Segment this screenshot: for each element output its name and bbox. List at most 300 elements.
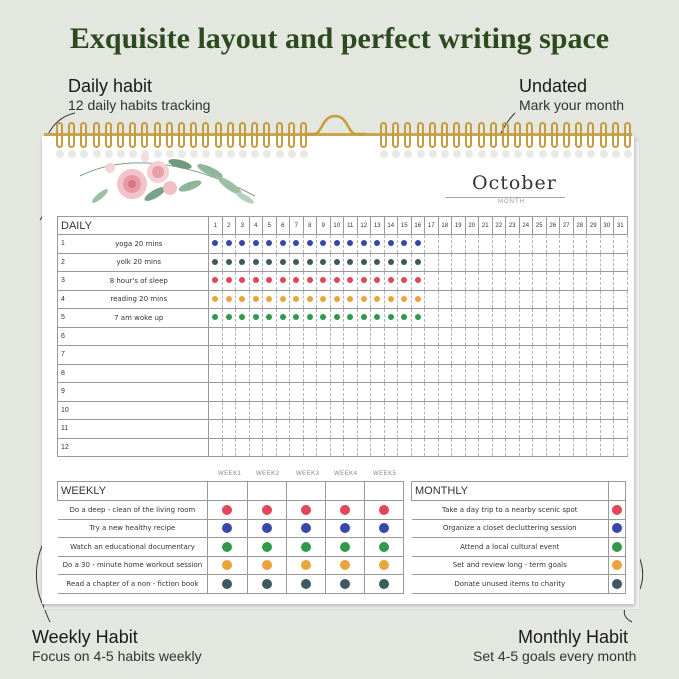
day-cell[interactable] <box>263 438 277 457</box>
monthly-goal-label[interactable]: Attend a local cultural event <box>412 538 609 557</box>
day-cell[interactable] <box>614 364 628 383</box>
day-cell[interactable] <box>411 364 425 383</box>
goal-cell[interactable] <box>609 556 626 575</box>
day-cell[interactable] <box>398 420 412 439</box>
day-cell[interactable] <box>222 364 236 383</box>
day-cell[interactable] <box>384 364 398 383</box>
habit-label[interactable]: reading 20 mins <box>70 290 209 309</box>
day-cell[interactable] <box>492 420 506 439</box>
day-cell[interactable] <box>209 346 223 365</box>
day-cell[interactable] <box>587 420 601 439</box>
day-cell[interactable] <box>587 253 601 272</box>
day-cell[interactable] <box>492 346 506 365</box>
day-cell[interactable] <box>330 290 344 309</box>
day-cell[interactable] <box>249 420 263 439</box>
day-cell[interactable] <box>371 290 385 309</box>
week-cell[interactable] <box>286 538 325 557</box>
week-cell[interactable] <box>286 501 325 520</box>
day-cell[interactable] <box>384 272 398 291</box>
day-cell[interactable] <box>290 272 304 291</box>
day-cell[interactable] <box>411 272 425 291</box>
week-cell[interactable] <box>364 538 403 557</box>
day-cell[interactable] <box>398 327 412 346</box>
day-cell[interactable] <box>236 420 250 439</box>
day-cell[interactable] <box>492 438 506 457</box>
day-cell[interactable] <box>371 253 385 272</box>
day-cell[interactable] <box>560 401 574 420</box>
day-cell[interactable] <box>330 327 344 346</box>
day-cell[interactable] <box>303 401 317 420</box>
day-cell[interactable] <box>236 346 250 365</box>
day-cell[interactable] <box>560 253 574 272</box>
day-cell[interactable] <box>357 253 371 272</box>
day-cell[interactable] <box>614 272 628 291</box>
day-cell[interactable] <box>546 272 560 291</box>
day-cell[interactable] <box>519 272 533 291</box>
day-cell[interactable] <box>398 309 412 328</box>
day-cell[interactable] <box>479 327 493 346</box>
day-cell[interactable] <box>398 438 412 457</box>
day-cell[interactable] <box>357 383 371 402</box>
day-cell[interactable] <box>438 309 452 328</box>
day-cell[interactable] <box>398 290 412 309</box>
day-cell[interactable] <box>506 364 520 383</box>
habit-label[interactable] <box>70 383 209 402</box>
day-cell[interactable] <box>411 420 425 439</box>
day-cell[interactable] <box>438 290 452 309</box>
day-cell[interactable] <box>560 420 574 439</box>
day-cell[interactable] <box>398 364 412 383</box>
day-cell[interactable] <box>425 346 439 365</box>
week-cell[interactable] <box>208 575 247 594</box>
day-cell[interactable] <box>222 346 236 365</box>
day-cell[interactable] <box>357 401 371 420</box>
day-cell[interactable] <box>479 383 493 402</box>
day-cell[interactable] <box>236 364 250 383</box>
day-cell[interactable] <box>506 420 520 439</box>
day-cell[interactable] <box>330 364 344 383</box>
day-cell[interactable] <box>357 290 371 309</box>
day-cell[interactable] <box>587 235 601 254</box>
day-cell[interactable] <box>344 383 358 402</box>
day-cell[interactable] <box>411 290 425 309</box>
day-cell[interactable] <box>330 253 344 272</box>
habit-label[interactable] <box>70 401 209 420</box>
day-cell[interactable] <box>546 346 560 365</box>
day-cell[interactable] <box>290 327 304 346</box>
habit-label[interactable] <box>70 420 209 439</box>
day-cell[interactable] <box>614 309 628 328</box>
day-cell[interactable] <box>533 420 547 439</box>
day-cell[interactable] <box>344 272 358 291</box>
week-cell[interactable] <box>364 556 403 575</box>
day-cell[interactable] <box>303 235 317 254</box>
day-cell[interactable] <box>506 272 520 291</box>
day-cell[interactable] <box>411 327 425 346</box>
day-cell[interactable] <box>465 235 479 254</box>
day-cell[interactable] <box>492 235 506 254</box>
day-cell[interactable] <box>465 346 479 365</box>
day-cell[interactable] <box>546 235 560 254</box>
day-cell[interactable] <box>438 346 452 365</box>
week-cell[interactable] <box>286 575 325 594</box>
day-cell[interactable] <box>330 272 344 291</box>
day-cell[interactable] <box>573 346 587 365</box>
day-cell[interactable] <box>398 346 412 365</box>
day-cell[interactable] <box>573 327 587 346</box>
day-cell[interactable] <box>411 253 425 272</box>
day-cell[interactable] <box>357 235 371 254</box>
day-cell[interactable] <box>492 290 506 309</box>
day-cell[interactable] <box>600 272 614 291</box>
day-cell[interactable] <box>587 309 601 328</box>
weekly-habit-label[interactable]: Watch an educational documentary <box>58 538 208 557</box>
day-cell[interactable] <box>465 327 479 346</box>
day-cell[interactable] <box>587 272 601 291</box>
day-cell[interactable] <box>317 383 331 402</box>
day-cell[interactable] <box>506 290 520 309</box>
week-cell[interactable] <box>325 575 364 594</box>
day-cell[interactable] <box>222 290 236 309</box>
day-cell[interactable] <box>344 420 358 439</box>
day-cell[interactable] <box>276 383 290 402</box>
day-cell[interactable] <box>425 401 439 420</box>
day-cell[interactable] <box>600 420 614 439</box>
day-cell[interactable] <box>614 420 628 439</box>
week-cell[interactable] <box>325 538 364 557</box>
day-cell[interactable] <box>330 346 344 365</box>
day-cell[interactable] <box>276 235 290 254</box>
day-cell[interactable] <box>263 364 277 383</box>
day-cell[interactable] <box>398 383 412 402</box>
day-cell[interactable] <box>222 272 236 291</box>
day-cell[interactable] <box>263 253 277 272</box>
day-cell[interactable] <box>479 420 493 439</box>
day-cell[interactable] <box>573 309 587 328</box>
day-cell[interactable] <box>317 309 331 328</box>
day-cell[interactable] <box>533 290 547 309</box>
day-cell[interactable] <box>290 253 304 272</box>
day-cell[interactable] <box>330 235 344 254</box>
week-cell[interactable] <box>247 575 286 594</box>
week-cell[interactable] <box>286 556 325 575</box>
day-cell[interactable] <box>614 290 628 309</box>
day-cell[interactable] <box>560 438 574 457</box>
day-cell[interactable] <box>614 438 628 457</box>
day-cell[interactable] <box>573 290 587 309</box>
day-cell[interactable] <box>614 346 628 365</box>
day-cell[interactable] <box>452 420 466 439</box>
day-cell[interactable] <box>546 383 560 402</box>
day-cell[interactable] <box>384 401 398 420</box>
day-cell[interactable] <box>371 438 385 457</box>
day-cell[interactable] <box>479 290 493 309</box>
day-cell[interactable] <box>222 401 236 420</box>
day-cell[interactable] <box>371 235 385 254</box>
day-cell[interactable] <box>587 401 601 420</box>
monthly-goal-label[interactable]: Organize a closet decluttering session <box>412 519 609 538</box>
day-cell[interactable] <box>249 272 263 291</box>
day-cell[interactable] <box>290 383 304 402</box>
day-cell[interactable] <box>479 253 493 272</box>
day-cell[interactable] <box>384 253 398 272</box>
week-cell[interactable] <box>247 519 286 538</box>
day-cell[interactable] <box>384 309 398 328</box>
day-cell[interactable] <box>438 253 452 272</box>
day-cell[interactable] <box>452 327 466 346</box>
day-cell[interactable] <box>384 438 398 457</box>
day-cell[interactable] <box>303 309 317 328</box>
day-cell[interactable] <box>290 309 304 328</box>
weekly-habit-label[interactable]: Read a chapter of a non - fiction book <box>58 575 208 594</box>
day-cell[interactable] <box>452 346 466 365</box>
day-cell[interactable] <box>452 253 466 272</box>
week-cell[interactable] <box>247 556 286 575</box>
day-cell[interactable] <box>533 327 547 346</box>
day-cell[interactable] <box>236 327 250 346</box>
day-cell[interactable] <box>533 309 547 328</box>
day-cell[interactable] <box>290 290 304 309</box>
day-cell[interactable] <box>249 309 263 328</box>
day-cell[interactable] <box>344 346 358 365</box>
day-cell[interactable] <box>438 235 452 254</box>
day-cell[interactable] <box>276 309 290 328</box>
day-cell[interactable] <box>330 420 344 439</box>
habit-label[interactable] <box>70 327 209 346</box>
day-cell[interactable] <box>344 253 358 272</box>
day-cell[interactable] <box>384 327 398 346</box>
day-cell[interactable] <box>438 438 452 457</box>
day-cell[interactable] <box>506 327 520 346</box>
day-cell[interactable] <box>600 364 614 383</box>
day-cell[interactable] <box>492 272 506 291</box>
day-cell[interactable] <box>452 438 466 457</box>
day-cell[interactable] <box>384 235 398 254</box>
day-cell[interactable] <box>560 383 574 402</box>
day-cell[interactable] <box>573 272 587 291</box>
day-cell[interactable] <box>317 346 331 365</box>
day-cell[interactable] <box>587 438 601 457</box>
day-cell[interactable] <box>249 290 263 309</box>
habit-label[interactable] <box>70 346 209 365</box>
day-cell[interactable] <box>506 253 520 272</box>
day-cell[interactable] <box>533 364 547 383</box>
day-cell[interactable] <box>371 383 385 402</box>
week-cell[interactable] <box>364 501 403 520</box>
day-cell[interactable] <box>411 383 425 402</box>
day-cell[interactable] <box>276 272 290 291</box>
day-cell[interactable] <box>465 364 479 383</box>
day-cell[interactable] <box>506 309 520 328</box>
day-cell[interactable] <box>371 401 385 420</box>
day-cell[interactable] <box>344 438 358 457</box>
day-cell[interactable] <box>222 309 236 328</box>
day-cell[interactable] <box>425 272 439 291</box>
day-cell[interactable] <box>303 438 317 457</box>
day-cell[interactable] <box>303 364 317 383</box>
day-cell[interactable] <box>384 420 398 439</box>
day-cell[interactable] <box>452 401 466 420</box>
day-cell[interactable] <box>492 401 506 420</box>
week-cell[interactable] <box>208 556 247 575</box>
day-cell[interactable] <box>479 272 493 291</box>
day-cell[interactable] <box>303 420 317 439</box>
day-cell[interactable] <box>222 235 236 254</box>
day-cell[interactable] <box>465 383 479 402</box>
day-cell[interactable] <box>425 290 439 309</box>
day-cell[interactable] <box>546 309 560 328</box>
day-cell[interactable] <box>411 235 425 254</box>
day-cell[interactable] <box>519 420 533 439</box>
day-cell[interactable] <box>425 383 439 402</box>
day-cell[interactable] <box>290 401 304 420</box>
day-cell[interactable] <box>600 346 614 365</box>
day-cell[interactable] <box>533 346 547 365</box>
day-cell[interactable] <box>425 438 439 457</box>
day-cell[interactable] <box>465 401 479 420</box>
day-cell[interactable] <box>546 364 560 383</box>
day-cell[interactable] <box>519 438 533 457</box>
day-cell[interactable] <box>303 272 317 291</box>
day-cell[interactable] <box>398 401 412 420</box>
day-cell[interactable] <box>398 272 412 291</box>
week-cell[interactable] <box>208 519 247 538</box>
week-cell[interactable] <box>208 501 247 520</box>
day-cell[interactable] <box>425 309 439 328</box>
day-cell[interactable] <box>209 401 223 420</box>
habit-label[interactable]: 7 am woke up <box>70 309 209 328</box>
day-cell[interactable] <box>479 346 493 365</box>
day-cell[interactable] <box>546 253 560 272</box>
day-cell[interactable] <box>249 438 263 457</box>
day-cell[interactable] <box>614 383 628 402</box>
day-cell[interactable] <box>249 327 263 346</box>
day-cell[interactable] <box>384 383 398 402</box>
day-cell[interactable] <box>209 235 223 254</box>
day-cell[interactable] <box>330 309 344 328</box>
day-cell[interactable] <box>573 253 587 272</box>
day-cell[interactable] <box>344 290 358 309</box>
day-cell[interactable] <box>425 364 439 383</box>
day-cell[interactable] <box>236 253 250 272</box>
day-cell[interactable] <box>465 438 479 457</box>
day-cell[interactable] <box>600 401 614 420</box>
day-cell[interactable] <box>222 383 236 402</box>
week-cell[interactable] <box>325 519 364 538</box>
day-cell[interactable] <box>303 346 317 365</box>
day-cell[interactable] <box>344 235 358 254</box>
day-cell[interactable] <box>614 253 628 272</box>
day-cell[interactable] <box>249 346 263 365</box>
day-cell[interactable] <box>438 327 452 346</box>
weekly-habit-label[interactable]: Do a 30 - minute home workout session <box>58 556 208 575</box>
day-cell[interactable] <box>519 364 533 383</box>
day-cell[interactable] <box>573 438 587 457</box>
day-cell[interactable] <box>357 327 371 346</box>
day-cell[interactable] <box>236 290 250 309</box>
week-cell[interactable] <box>325 501 364 520</box>
day-cell[interactable] <box>546 438 560 457</box>
day-cell[interactable] <box>303 327 317 346</box>
day-cell[interactable] <box>600 309 614 328</box>
day-cell[interactable] <box>546 327 560 346</box>
habit-label[interactable]: 8 hour's of sleep <box>70 272 209 291</box>
day-cell[interactable] <box>519 401 533 420</box>
day-cell[interactable] <box>263 290 277 309</box>
day-cell[interactable] <box>492 364 506 383</box>
day-cell[interactable] <box>236 383 250 402</box>
day-cell[interactable] <box>600 235 614 254</box>
day-cell[interactable] <box>357 420 371 439</box>
day-cell[interactable] <box>411 346 425 365</box>
day-cell[interactable] <box>573 364 587 383</box>
day-cell[interactable] <box>344 401 358 420</box>
day-cell[interactable] <box>209 290 223 309</box>
day-cell[interactable] <box>290 235 304 254</box>
day-cell[interactable] <box>209 383 223 402</box>
day-cell[interactable] <box>506 383 520 402</box>
day-cell[interactable] <box>236 235 250 254</box>
day-cell[interactable] <box>519 346 533 365</box>
day-cell[interactable] <box>263 235 277 254</box>
day-cell[interactable] <box>290 364 304 383</box>
day-cell[interactable] <box>357 272 371 291</box>
day-cell[interactable] <box>317 327 331 346</box>
day-cell[interactable] <box>465 309 479 328</box>
day-cell[interactable] <box>249 401 263 420</box>
day-cell[interactable] <box>479 235 493 254</box>
day-cell[interactable] <box>209 438 223 457</box>
day-cell[interactable] <box>425 253 439 272</box>
week-cell[interactable] <box>247 538 286 557</box>
day-cell[interactable] <box>263 383 277 402</box>
day-cell[interactable] <box>600 327 614 346</box>
day-cell[interactable] <box>533 401 547 420</box>
day-cell[interactable] <box>290 438 304 457</box>
day-cell[interactable] <box>465 420 479 439</box>
day-cell[interactable] <box>411 438 425 457</box>
day-cell[interactable] <box>263 327 277 346</box>
week-cell[interactable] <box>208 538 247 557</box>
day-cell[interactable] <box>371 346 385 365</box>
day-cell[interactable] <box>479 309 493 328</box>
day-cell[interactable] <box>236 438 250 457</box>
day-cell[interactable] <box>398 235 412 254</box>
day-cell[interactable] <box>600 290 614 309</box>
day-cell[interactable] <box>263 309 277 328</box>
day-cell[interactable] <box>344 309 358 328</box>
day-cell[interactable] <box>344 327 358 346</box>
day-cell[interactable] <box>384 346 398 365</box>
day-cell[interactable] <box>614 401 628 420</box>
monthly-goal-label[interactable]: Set and review long - term goals <box>412 556 609 575</box>
day-cell[interactable] <box>222 438 236 457</box>
day-cell[interactable] <box>452 383 466 402</box>
day-cell[interactable] <box>357 364 371 383</box>
day-cell[interactable] <box>438 420 452 439</box>
day-cell[interactable] <box>492 253 506 272</box>
day-cell[interactable] <box>384 290 398 309</box>
day-cell[interactable] <box>249 364 263 383</box>
day-cell[interactable] <box>519 309 533 328</box>
day-cell[interactable] <box>371 420 385 439</box>
day-cell[interactable] <box>222 253 236 272</box>
day-cell[interactable] <box>249 253 263 272</box>
day-cell[interactable] <box>276 346 290 365</box>
day-cell[interactable] <box>452 235 466 254</box>
day-cell[interactable] <box>560 364 574 383</box>
habit-label[interactable] <box>70 364 209 383</box>
